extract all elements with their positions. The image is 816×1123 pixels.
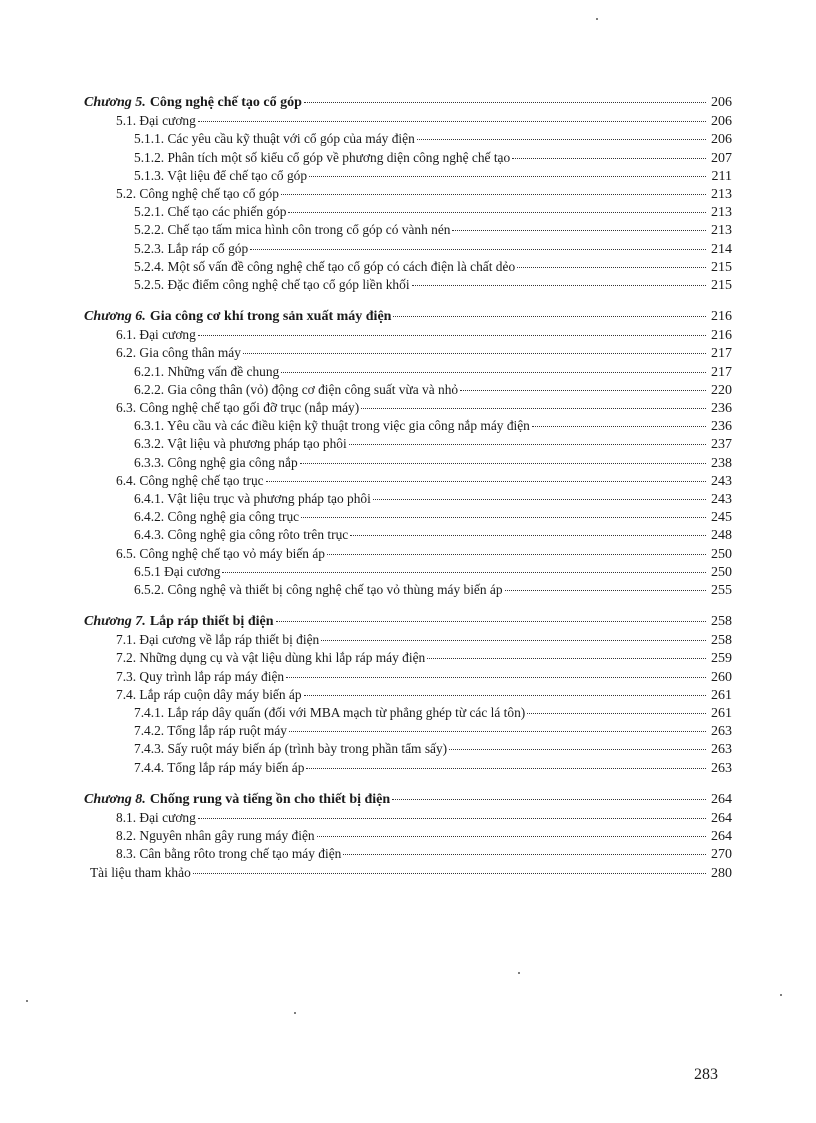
chapter-label: Chương 7. xyxy=(84,614,146,630)
toc-entry-7-3[interactable] xyxy=(84,668,732,686)
entry-title: 7.4.1. Lắp ráp dây quấn (đối với MBA mạch từ phẳng ghép từ các lá tôn) xyxy=(134,705,526,720)
dot-leader xyxy=(276,621,706,622)
toc-entry-6-2[interactable] xyxy=(84,344,732,362)
dot-leader xyxy=(304,102,706,103)
entry-title: 5.1.2. Phân tích một số kiểu cổ góp về phương diện công nghệ chế tạo xyxy=(134,149,511,165)
page-ref: 263 xyxy=(711,760,732,776)
entry-title: 5.2.4. Một số vấn đề công nghệ chế tạo cổ góp có cách điện là chất dẻo xyxy=(134,258,516,274)
dot-leader xyxy=(427,658,706,659)
dot-leader xyxy=(343,854,706,855)
page-ref: 207 xyxy=(711,150,732,166)
entry-title: 6.3. Công nghệ chế tạo gối đỡ trục (nắp máy) xyxy=(116,400,360,415)
entry-title: 5.2.5. Đặc điểm công nghệ chế tạo cổ góp liền khối xyxy=(134,276,410,292)
page-ref: 206 xyxy=(711,95,732,110)
page-ref: 243 xyxy=(711,491,732,507)
page-ref: 261 xyxy=(711,706,732,721)
entry-title: 7.1. Đại cương về lắp ráp thiết bị điện xyxy=(116,632,320,648)
entry-title: 8.1. Đại cương xyxy=(116,809,196,825)
toc-chapter-7[interactable] xyxy=(84,613,732,631)
dot-leader xyxy=(512,158,706,159)
entry-title: 5.2.3. Lắp ráp cổ góp xyxy=(134,240,249,256)
dot-leader xyxy=(281,372,706,373)
dot-leader xyxy=(327,554,706,555)
entry-title: 6.5. Công nghệ chế tạo vỏ máy biến áp xyxy=(116,545,325,561)
dot-leader xyxy=(198,818,706,819)
toc-chapter-6[interactable] xyxy=(84,308,732,326)
toc-entry-6-4[interactable] xyxy=(84,472,732,490)
dot-leader xyxy=(412,285,706,286)
toc-entry-6-2-1[interactable] xyxy=(84,363,732,381)
page-ref: 215 xyxy=(711,277,732,293)
dot-leader xyxy=(198,121,706,122)
dot-leader xyxy=(243,353,706,354)
page-ref: 261 xyxy=(711,687,732,703)
page-ref: 264 xyxy=(711,829,732,845)
entry-title: 7.4.4. Tổng lắp ráp máy biến áp xyxy=(134,759,305,775)
dot-leader xyxy=(301,517,706,518)
chapter-label: Chương 5. xyxy=(84,95,146,110)
toc-entry-5-2[interactable] xyxy=(84,185,732,203)
dot-leader xyxy=(517,267,706,268)
page-ref: 237 xyxy=(711,437,732,453)
scan-speck xyxy=(518,972,520,974)
dot-leader xyxy=(306,768,706,769)
page-ref: 236 xyxy=(711,401,732,416)
dot-leader xyxy=(532,426,706,427)
entry-title: Tài liệu tham khảo xyxy=(90,864,191,880)
page-ref: 259 xyxy=(711,651,732,667)
toc-entry-6-3-3[interactable] xyxy=(84,454,732,472)
entry-title: 5.1.3. Vật liệu để chế tạo cổ góp xyxy=(134,167,308,183)
toc-entry-6-5-1[interactable] xyxy=(84,563,732,581)
dot-leader xyxy=(304,695,706,696)
page-ref: 211 xyxy=(711,168,732,184)
dot-leader xyxy=(309,176,706,177)
page-ref: 238 xyxy=(711,455,732,471)
entry-title: 6.3.2. Vật liệu và phương pháp tạo phôi xyxy=(134,436,347,452)
toc-entry-6-3-1[interactable] xyxy=(84,417,732,435)
dot-leader xyxy=(198,335,706,336)
toc-entry-6-4-3[interactable] xyxy=(84,526,732,544)
toc-entry-5-2-2[interactable] xyxy=(84,221,732,239)
dot-leader xyxy=(460,390,706,391)
page-ref: 258 xyxy=(711,614,732,630)
entry-title: 6.2.1. Những vấn đề chung xyxy=(134,363,280,379)
entry-title: 8.2. Nguyên nhân gây rung máy điện xyxy=(116,828,315,844)
toc-chapter-5[interactable] xyxy=(84,94,732,112)
chapter-title: Công nghệ chế tạo cổ góp xyxy=(149,95,302,110)
entry-title: 6.5.1 Đại cương xyxy=(134,563,221,579)
toc-entry-6-3[interactable] xyxy=(84,399,732,417)
toc-entry-7-4-1[interactable] xyxy=(84,704,732,722)
page-ref: 236 xyxy=(711,419,732,435)
dot-leader xyxy=(281,194,706,195)
page-ref: 270 xyxy=(711,847,732,863)
page-ref: 260 xyxy=(711,669,732,685)
dot-leader xyxy=(289,731,706,732)
entry-title: 8.3. Cân bằng rôto trong chế tạo máy điện xyxy=(116,846,342,862)
entry-title: 5.1. Đại cương xyxy=(116,113,196,129)
dot-leader xyxy=(417,139,706,140)
chapter-label: Chương 8. xyxy=(84,791,146,807)
dot-leader xyxy=(505,590,706,591)
dot-leader xyxy=(350,535,706,536)
entry-title: 6.1. Đại cương xyxy=(116,327,196,343)
toc-entry-8-2[interactable] xyxy=(84,827,732,845)
table-of-contents xyxy=(84,94,732,882)
page-ref: 206 xyxy=(711,114,732,130)
entry-title: 6.3.1. Yêu cầu và các điều kiện kỹ thuật trong việc gia công nắp máy điện xyxy=(134,418,530,434)
toc-entry-7-4[interactable] xyxy=(84,686,732,704)
toc-chapter-8[interactable] xyxy=(84,791,732,809)
page-ref: 263 xyxy=(711,742,732,758)
chapter-title: Chống rung và tiếng ồn cho thiết bị điện xyxy=(149,791,391,807)
scan-speck xyxy=(596,18,598,20)
entry-title: 5.2. Công nghệ chế tạo cổ góp xyxy=(116,185,279,201)
toc-entry-5-1-1[interactable] xyxy=(84,130,732,148)
dot-leader xyxy=(449,749,706,750)
page-ref: 214 xyxy=(711,241,732,257)
page-ref: 250 xyxy=(711,546,732,562)
page-ref: 250 xyxy=(711,564,732,580)
dot-leader xyxy=(392,799,706,800)
page-ref: 220 xyxy=(711,382,732,398)
page-ref: 248 xyxy=(711,528,732,544)
dot-leader xyxy=(300,463,706,464)
page-ref: 213 xyxy=(711,205,732,221)
toc-entry-6-4-1[interactable] xyxy=(84,490,732,508)
scan-speck xyxy=(780,994,782,996)
entry-title: 7.4.2. Tổng lắp ráp ruột máy xyxy=(134,723,287,739)
toc-entry-6-3-2[interactable] xyxy=(84,435,732,453)
toc-entry-7-4-2[interactable] xyxy=(84,722,732,740)
toc-entry-5-1-2[interactable] xyxy=(84,149,732,167)
dot-leader xyxy=(317,836,706,837)
scan-speck xyxy=(26,1000,28,1002)
toc-entry-5-1[interactable] xyxy=(84,112,732,130)
dot-leader xyxy=(222,572,706,573)
entry-title: 6.4.2. Công nghệ gia công trục xyxy=(134,509,300,525)
toc-entry-8-1[interactable] xyxy=(84,809,732,827)
entry-title: 6.4. Công nghệ chế tạo trục xyxy=(116,472,264,488)
page-ref: 280 xyxy=(711,865,732,881)
toc-entry-5-2-1[interactable] xyxy=(84,203,732,221)
chapter-label: Chương 6. xyxy=(84,309,146,325)
page-ref: 243 xyxy=(711,473,732,489)
entry-title: 7.3. Quy trình lắp ráp máy điện xyxy=(116,668,285,684)
scan-speck xyxy=(294,1012,296,1014)
entry-title: 5.2.1. Chế tạo các phiến góp xyxy=(134,204,287,220)
toc-entry-5-2-3[interactable] xyxy=(84,240,732,258)
dot-leader xyxy=(452,230,706,231)
dot-leader xyxy=(286,677,706,678)
toc-entry-7-2[interactable] xyxy=(84,649,732,667)
page-ref: 215 xyxy=(711,259,732,275)
page-ref: 263 xyxy=(711,724,732,740)
dot-leader xyxy=(393,316,706,317)
page-ref: 255 xyxy=(711,582,732,598)
toc-entry-7-1[interactable] xyxy=(84,631,732,649)
toc-entry-5-1-3[interactable] xyxy=(84,167,732,185)
page-ref: 216 xyxy=(711,309,732,325)
toc-entry-6-4-2[interactable] xyxy=(84,508,732,526)
page-ref: 245 xyxy=(711,510,732,526)
entry-title: 5.2.2. Chế tạo tấm mica hình côn trong cổ góp có vành nén xyxy=(134,222,451,238)
dot-leader xyxy=(193,873,706,874)
entry-title: 5.1.1. Các yêu cầu kỹ thuật với cổ góp của máy điện xyxy=(134,131,415,147)
dot-leader xyxy=(527,713,706,714)
toc-entry-6-5-2[interactable] xyxy=(84,581,732,599)
page-ref: 217 xyxy=(711,364,732,380)
entry-title: 6.3.3. Công nghệ gia công nắp xyxy=(134,454,298,470)
toc-entry-5-2-4[interactable] xyxy=(84,258,732,276)
dot-leader xyxy=(349,444,706,445)
page-ref: 258 xyxy=(711,633,732,649)
page-ref: 216 xyxy=(711,328,732,344)
page-ref: 213 xyxy=(711,186,732,202)
dot-leader xyxy=(361,408,706,409)
dot-leader xyxy=(321,640,706,641)
entry-title: 6.4.3. Công nghệ gia công rôto trên trục xyxy=(134,527,349,543)
page-ref: 217 xyxy=(711,346,732,362)
page-ref: 213 xyxy=(711,223,732,239)
toc-entry-5-2-5[interactable] xyxy=(84,276,732,294)
toc-entry-7-4-3[interactable] xyxy=(84,740,732,758)
entry-title: 6.2.2. Gia công thân (vỏ) động cơ điện công suất vừa và nhỏ xyxy=(134,381,459,397)
toc-references[interactable] xyxy=(84,864,732,882)
entry-title: 7.4. Lắp ráp cuộn dây máy biến áp xyxy=(116,686,302,702)
chapter-title: Lắp ráp thiết bị điện xyxy=(149,614,274,630)
toc-entry-6-1[interactable] xyxy=(84,326,732,344)
dot-leader xyxy=(266,481,706,482)
toc-entry-8-3[interactable] xyxy=(84,845,732,863)
page-ref: 264 xyxy=(711,791,732,807)
chapter-title: Gia công cơ khí trong sản xuất máy điện xyxy=(149,309,392,325)
page-ref: 264 xyxy=(711,810,732,826)
page-number: 283 xyxy=(694,1066,718,1083)
entry-title: 6.4.1. Vật liệu trục và phương pháp tạo phôi xyxy=(134,490,371,506)
toc-entry-6-2-2[interactable] xyxy=(84,381,732,399)
entry-title: 7.2. Những dụng cụ và vật liệu dùng khi lắp ráp máy điện xyxy=(116,650,426,666)
entry-title: 7.4.3. Sấy ruột máy biến áp (trình bày trong phần tẩm sấy) xyxy=(134,741,448,757)
page-ref: 206 xyxy=(711,132,732,148)
entry-title: 6.5.2. Công nghệ và thiết bị công nghệ chế tạo vỏ thùng máy biến áp xyxy=(134,581,503,597)
toc-entry-7-4-4[interactable] xyxy=(84,759,732,777)
dot-leader xyxy=(288,212,706,213)
dot-leader xyxy=(250,249,706,250)
toc-entry-6-5[interactable] xyxy=(84,545,732,563)
entry-title: 6.2. Gia công thân máy xyxy=(116,345,241,361)
dot-leader xyxy=(373,499,706,500)
